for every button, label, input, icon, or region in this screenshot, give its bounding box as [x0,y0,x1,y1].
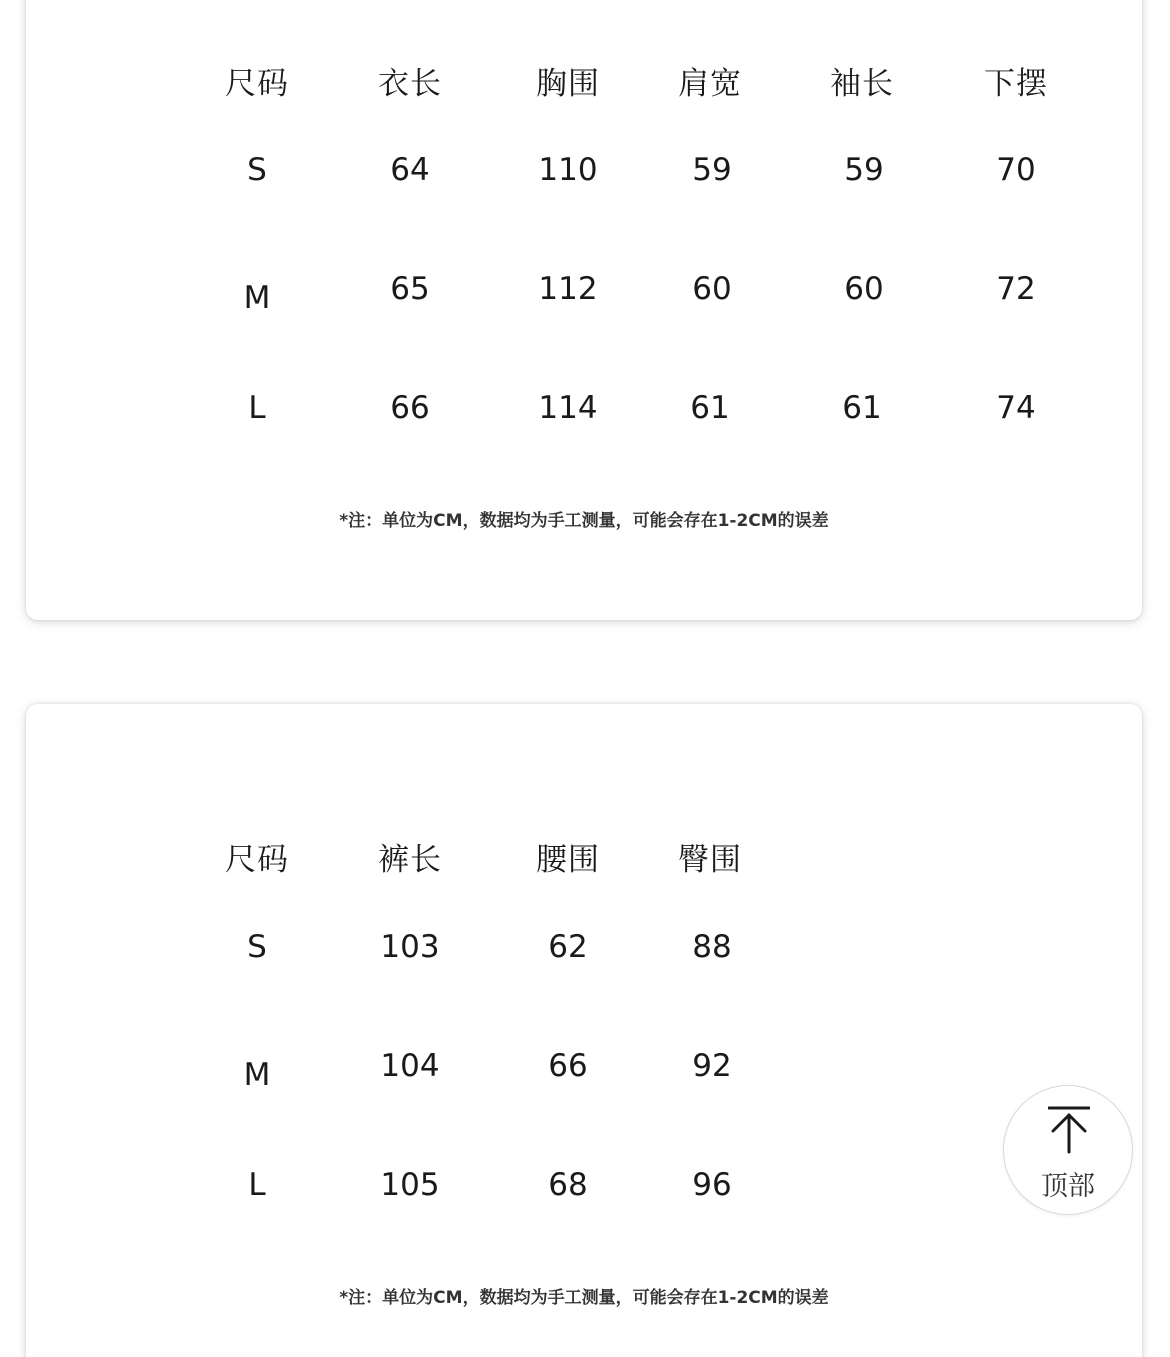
header-size: 尺码 [225,842,289,878]
header-hip: 臀围 [678,842,742,878]
table-cell: 112 [538,271,598,307]
table-cell: 74 [996,390,1036,426]
table-cell: 88 [692,929,732,965]
back-to-top-label: 顶部 [1041,1171,1095,1202]
table-cell: 110 [538,152,598,188]
table-cell: 103 [380,929,440,965]
table-cell-size: L [248,390,266,426]
table-cell: 105 [380,1167,440,1203]
table-cell: 61 [842,390,882,426]
header-sleeve: 袖长 [830,66,894,102]
measurement-note: *注：单位为CM，数据均为手工测量，可能会存在1-2CM的误差 [339,511,829,531]
table-cell-size: S [247,152,267,188]
table-cell: 70 [996,152,1036,188]
table-cell: 104 [380,1048,440,1084]
header-hem: 下摆 [984,66,1048,102]
table-cell: 59 [844,152,884,188]
table-cell: 96 [692,1167,732,1203]
table-cell: 60 [844,271,884,307]
header-length: 衣长 [378,66,442,102]
table-cell: 92 [692,1048,732,1084]
arrow-up-to-top-icon [1048,1106,1090,1154]
header-shoulder: 肩宽 [678,66,742,102]
header-waist: 腰围 [536,842,600,878]
back-to-top-button[interactable] [1003,1085,1133,1215]
table-cell: 114 [538,390,598,426]
table-cell: 59 [692,152,732,188]
table-cell: 66 [390,390,430,426]
table-cell-size: M [243,280,271,316]
table-cell: 66 [548,1048,588,1084]
table-cell: 64 [390,152,430,188]
table-cell: 65 [390,271,430,307]
header-pants-length: 裤长 [378,842,442,878]
table-cell: 60 [692,271,732,307]
size-chart-card-bottom [26,704,1142,1357]
table-cell: 61 [690,390,730,426]
table-cell: 62 [548,929,588,965]
table-cell: 68 [548,1167,588,1203]
table-cell-size: L [248,1167,266,1203]
table-cell-size: S [247,929,267,965]
size-chart-card-top [26,0,1142,620]
header-chest: 胸围 [536,66,600,102]
header-size: 尺码 [225,66,289,102]
measurement-note: *注：单位为CM，数据均为手工测量，可能会存在1-2CM的误差 [339,1288,829,1308]
table-cell: 72 [996,271,1036,307]
table-cell-size: M [243,1057,271,1093]
